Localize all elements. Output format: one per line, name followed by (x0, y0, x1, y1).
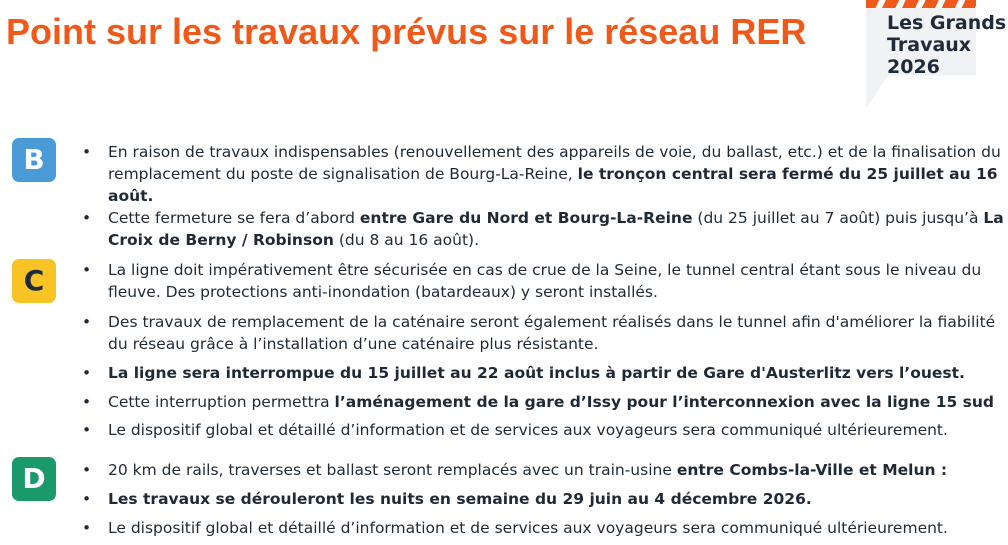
corner-line: 2026 (887, 56, 940, 78)
page-title: Point sur les travaux prévus sur le réseau RER (6, 11, 807, 52)
bold-text: entre Combs-la-Ville et Melun : (676, 461, 948, 479)
text: 20 km de rails, traverses et ballast seront remplacés avec un train-usine (108, 461, 677, 479)
text: Cette interruption permettra (108, 393, 335, 411)
bold-text: le tronçon central sera fermé du 25 juillet au 16 août. (108, 165, 998, 205)
bullet-item (108, 362, 1008, 384)
corner-line: Les Grands (887, 12, 1007, 34)
bullet-item (108, 207, 1008, 251)
bullet-item (108, 419, 1008, 441)
bullet-item (108, 311, 1008, 355)
warning-stripes (866, 0, 976, 8)
bold-text: entre Gare du Nord et Bourg-La-Reine (359, 209, 693, 227)
text: (du 25 juillet au 7 août) puis jusqu’à (692, 209, 984, 227)
bullet-item (108, 141, 1008, 207)
corner-label (887, 12, 1006, 78)
bold-text: La ligne sera interrompue du 15 juillet au 22 août inclus à partir de Gare d'Austerlitz vers l’ouest. (108, 364, 965, 382)
text: Cette fermeture se fera d’abord (108, 209, 360, 227)
line-badge-c: C (12, 259, 56, 303)
bullet-item (108, 517, 1008, 539)
corner-line: Travaux (887, 34, 972, 56)
bold-text: La Croix de Berny / Robinson (108, 209, 1004, 249)
bullet-item (108, 459, 1008, 481)
bullet-item (108, 391, 1008, 413)
text: Le dispositif global et détaillé d’information et de services aux voyageurs sera communiqué ultérieurement. (108, 519, 948, 537)
text: Des travaux de remplacement de la caténaire seront également réalisés dans le tunnel afin d'améliorer la fiabilité du réseau grâce à l’installation d’une caténaire plus résistante. (108, 313, 996, 353)
bold-text: Les travaux se dérouleront les nuits en semaine du 29 juin au 4 décembre 2026. (108, 490, 812, 508)
bullet-item (108, 488, 1008, 510)
line-badge-d: D (12, 457, 56, 501)
text: (du 8 au 16 août). (333, 231, 479, 249)
bullet-item (108, 259, 1008, 303)
text: La ligne doit impérativement être sécurisée en cas de crue de la Seine, le tunnel central étant sous le niveau du fleuve. Des protections anti-inondation (batardeaux) y seront installés. (108, 261, 982, 301)
bold-text: l’aménagement de la gare d’Issy pour l’interconnexion avec la ligne 15 sud (334, 393, 995, 411)
line-badge-b: B (12, 138, 56, 182)
text: En raison de travaux indispensables (renouvellement des appareils de voie, du ballast, etc.) et de la finalisation du remplacement du poste de signalisation de Bourg-La-Reine, (108, 143, 1001, 183)
text: Le dispositif global et détaillé d’information et de services aux voyageurs sera communiqué ultérieurement. (108, 421, 948, 439)
